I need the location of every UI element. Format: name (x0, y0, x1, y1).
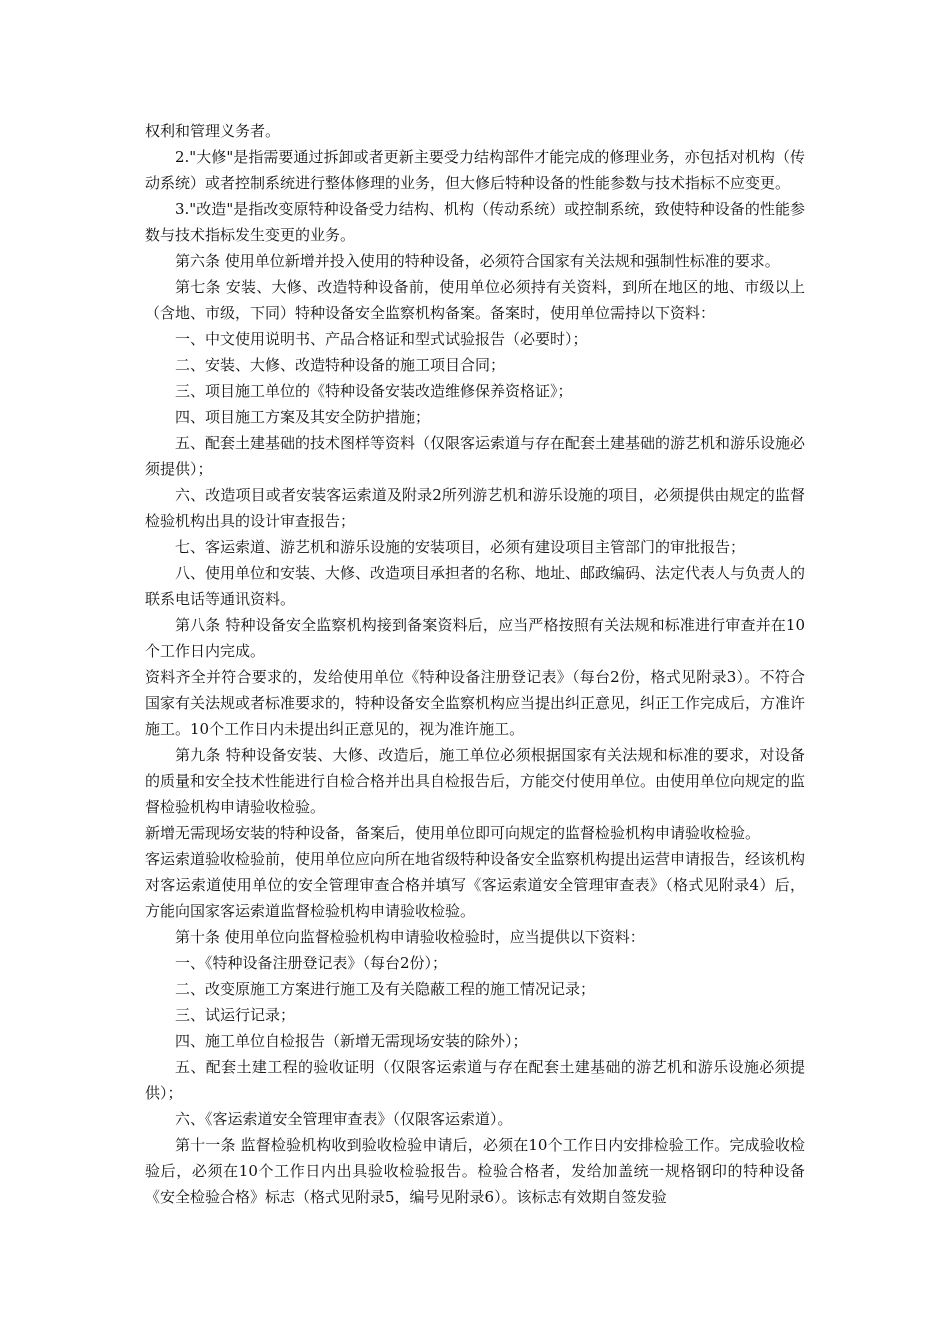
paragraph-8: 三、项目施工单位的《特种设备安装改造维修保养资格证》； (175, 382, 573, 400)
paragraph-25: 六、《客运索道安全管理审查表》（仅限客运索道）。 (175, 1110, 513, 1128)
paragraph-4: 第六条 使用单位新增并投入使用的特种设备，必须符合国家有关法规和强制性标准的要求。 (175, 252, 780, 270)
paragraph-13: 八、使用单位和安装、大修、改造项目承担者的名称、地址、邮政编码、法定代表人与负责人的联系电话等通讯资料。 (145, 564, 806, 608)
paragraph-11: 六、改造项目或者安装客运索道及附录2所列游艺机和游乐设施的项目，必须提供由规定的监督检验机构出具的设计审查报告； (145, 486, 805, 530)
paragraph-26: 第十一条 监督检验机构收到验收检验申请后，必须在10个工作日内安排检验工作。完成验收检验后，必须在10个工作日内出具验收检验报告。检验合格者，发给加盖统一规格钢印的特种设备《安全检验合格》标志（格式见附录5，编号见附录6）。该标志有效期自签发验 (145, 1136, 805, 1206)
paragraph-6: 一、中文使用说明书、产品合格证和型式试验报告（必要时）； (175, 330, 588, 348)
paragraph-18: 客运索道验收检验前，使用单位应向所在地省级特种设备安全监察机构提出运营申请报告，经该机构对客运索道使用单位的安全管理审查合格并填写《客运索道安全管理审查表》（格式见附录4）后，方能向国家客运索道监督检验机构申请验收检验。 (145, 850, 806, 920)
paragraph-14: 第八条 特种设备安全监察机构接到备案资料后，应当严格按照有关法规和标准进行审查并在10个工作日内完成。 (145, 616, 805, 660)
paragraph-1: 权利和管理义务者。 (145, 122, 281, 140)
paragraph-2: 2."大修"是指需要通过拆卸或者更新主要受力结构部件才能完成的修理业务，亦包括对机构（传动系统）或者控制系统进行整体修理的业务，但大修后特种设备的性能参数与技术指标不应变更。 (145, 148, 805, 192)
paragraph-5: 第七条 安装、大修、改造特种设备前，使用单位必须持有关资料，到所在地区的地、市级以上（含地、市级，下同）特种设备安全监察机构备案。备案时，使用单位需持以下资料： (145, 278, 805, 322)
document-body (145, 118, 805, 1210)
paragraph-19: 第十条 使用单位向监督检验机构申请验收检验时，应当提供以下资料： (175, 928, 645, 946)
paragraph-22: 三、试运行记录； (175, 1006, 296, 1024)
paragraph-12: 七、客运索道、游艺机和游乐设施的安装项目，必须有建设项目主管部门的审批报告； (175, 538, 746, 556)
paragraph-21: 二、改变原施工方案进行施工及有关隐蔽工程的施工情况记录； (175, 980, 596, 998)
paragraph-24: 五、配套土建工程的验收证明（仅限客运索道与存在配套土建基础的游艺机和游乐设施必须提供）； (145, 1058, 805, 1102)
paragraph-15: 资料齐全并符合要求的，发给使用单位《特种设备注册登记表》（每台2份，格式见附录3）。不符合国家有关法规或者标准要求的，特种设备安全监察机构应当提出纠正意见，纠正工作完成后，方准许施工。10个工作日内未提出纠正意见的，视为准许施工。 (145, 668, 806, 738)
paragraph-17: 新增无需现场安装的特种设备，备案后，使用单位即可向规定的监督检验机构申请验收检验。 (145, 824, 761, 842)
paragraph-9: 四、项目施工方案及其安全防护措施； (175, 408, 431, 426)
paragraph-10: 五、配套土建基础的技术图样等资料（仅限客运索道与存在配套土建基础的游艺机和游乐设施必须提供）； (145, 434, 806, 478)
paragraph-3: 3."改造"是指改变原特种设备受力结构、机构（传动系统）或控制系统，致使特种设备的性能参数与技术指标发生变更的业务。 (145, 200, 805, 244)
paragraph-20: 一、《特种设备注册登记表》（每台2份）； (175, 954, 448, 972)
paragraph-7: 二、安装、大修、改造特种设备的施工项目合同； (175, 356, 506, 374)
paragraph-23: 四、施工单位自检报告（新增无需现场安装的除外）； (175, 1032, 528, 1050)
paragraph-16: 第九条 特种设备安装、大修、改造后，施工单位必须根据国家有关法规和标准的要求，对设备的质量和安全技术性能进行自检合格并出具自检报告后，方能交付使用单位。由使用单位向规定的监督检验机构申请验收检验。 (145, 746, 806, 816)
